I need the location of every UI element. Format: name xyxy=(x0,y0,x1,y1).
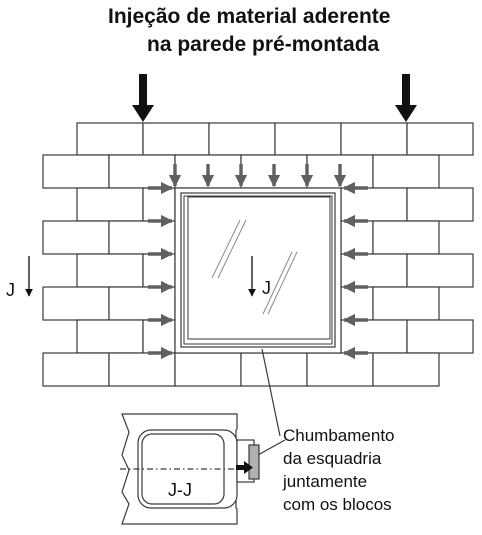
section-detail-label: J-J xyxy=(168,480,192,500)
section-label-center: J xyxy=(262,278,271,298)
title-line-1: Injeção de material aderente xyxy=(108,5,391,28)
note-line-1: Chumbamento xyxy=(283,426,395,445)
section-marker-left xyxy=(6,256,29,300)
window-opening xyxy=(175,188,341,353)
note-line-2: da esquadria xyxy=(283,449,382,468)
window xyxy=(175,188,341,353)
note-line-4: com os blocos xyxy=(283,495,392,514)
section-detail xyxy=(120,414,259,524)
section-label-left: J xyxy=(6,280,15,300)
anchor-fill xyxy=(249,445,259,479)
note-line-3: juntamente xyxy=(283,472,368,491)
anchoring-note xyxy=(283,424,395,516)
title-line-2: na parede pré-montada xyxy=(147,33,380,56)
black-down-arrow-icon xyxy=(395,74,417,122)
black-down-arrow-icon xyxy=(132,74,154,122)
